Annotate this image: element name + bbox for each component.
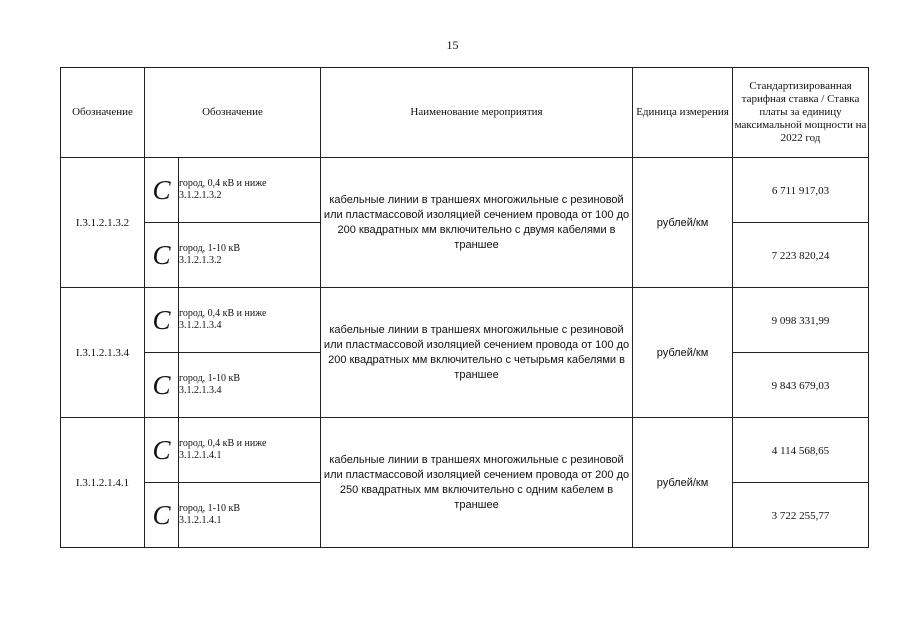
table-header-row bbox=[61, 68, 869, 158]
c-symbol: C bbox=[145, 353, 179, 418]
sub-type: город, 0,4 кВ и ниже bbox=[179, 438, 267, 449]
sub-code: 3.1.2.1.3.2 bbox=[179, 255, 222, 266]
sub-code: 3.1.2.1.4.1 bbox=[179, 450, 222, 461]
header-unit: Единица измерения bbox=[633, 68, 733, 158]
rate-value: 7 223 820,24 bbox=[733, 223, 869, 288]
sub-designation bbox=[179, 158, 321, 223]
table-row bbox=[61, 288, 869, 353]
sub-designation bbox=[179, 353, 321, 418]
sub-code: 3.1.2.1.3.2 bbox=[179, 190, 222, 201]
c-symbol: C bbox=[145, 288, 179, 353]
event-description: кабельные линии в траншеях многожильные с резиновой или пластмассовой изоляцией сечением провода от 100 до 200 квадратных мм включительно с двумя кабелями в траншее bbox=[321, 158, 633, 288]
table-row bbox=[61, 418, 869, 483]
row-code: I.3.1.2.1.3.4 bbox=[61, 288, 145, 418]
rate-value: 9 098 331,99 bbox=[733, 288, 869, 353]
table-row bbox=[61, 158, 869, 223]
c-symbol: C bbox=[145, 158, 179, 223]
page-number: 15 bbox=[446, 38, 459, 52]
c-symbol: C bbox=[145, 418, 179, 483]
unit-cell: рублей/км bbox=[633, 288, 733, 418]
sub-code: 3.1.2.1.3.4 bbox=[179, 320, 222, 331]
sub-type: город, 0,4 кВ и ниже bbox=[179, 308, 267, 319]
rate-value: 9 843 679,03 bbox=[733, 353, 869, 418]
sub-type: город, 1-10 кВ bbox=[179, 243, 241, 254]
unit-cell: рублей/км bbox=[633, 158, 733, 288]
c-symbol: C bbox=[145, 223, 179, 288]
rate-value: 3 722 255,77 bbox=[733, 483, 869, 548]
sub-designation bbox=[179, 223, 321, 288]
tariff-table bbox=[60, 67, 869, 548]
sub-type: город, 1-10 кВ bbox=[179, 503, 241, 514]
event-description: кабельные линии в траншеях многожильные с резиновой или пластмассовой изоляцией сечением провода от 200 до 250 квадратных мм включительно с одним кабелем в траншее bbox=[321, 418, 633, 548]
row-code: I.3.1.2.1.3.2 bbox=[61, 158, 145, 288]
sub-designation bbox=[179, 483, 321, 548]
c-symbol: C bbox=[145, 483, 179, 548]
header-designation-2: Обозначение bbox=[145, 68, 321, 158]
row-code: I.3.1.2.1.4.1 bbox=[61, 418, 145, 548]
sub-code: 3.1.2.1.4.1 bbox=[179, 515, 222, 526]
sub-designation bbox=[179, 288, 321, 353]
sub-designation bbox=[179, 418, 321, 483]
unit-cell: рублей/км bbox=[633, 418, 733, 548]
sub-type: город, 0,4 кВ и ниже bbox=[179, 178, 267, 189]
rate-value: 6 711 917,03 bbox=[733, 158, 869, 223]
event-description: кабельные линии в траншеях многожильные с резиновой или пластмассовой изоляцией сечением провода от 100 до 200 квадратных мм включительно с четырьмя кабелями в траншее bbox=[321, 288, 633, 418]
sub-code: 3.1.2.1.3.4 bbox=[179, 385, 222, 396]
header-event-name: Наименование мероприятия bbox=[321, 68, 633, 158]
header-designation: Обозначение bbox=[61, 68, 145, 158]
header-rate: Стандартизированная тарифная ставка / Ставка платы за единицу максимальной мощности на 2022 год bbox=[733, 68, 869, 158]
rate-value: 4 114 568,65 bbox=[733, 418, 869, 483]
sub-type: город, 1-10 кВ bbox=[179, 373, 241, 384]
